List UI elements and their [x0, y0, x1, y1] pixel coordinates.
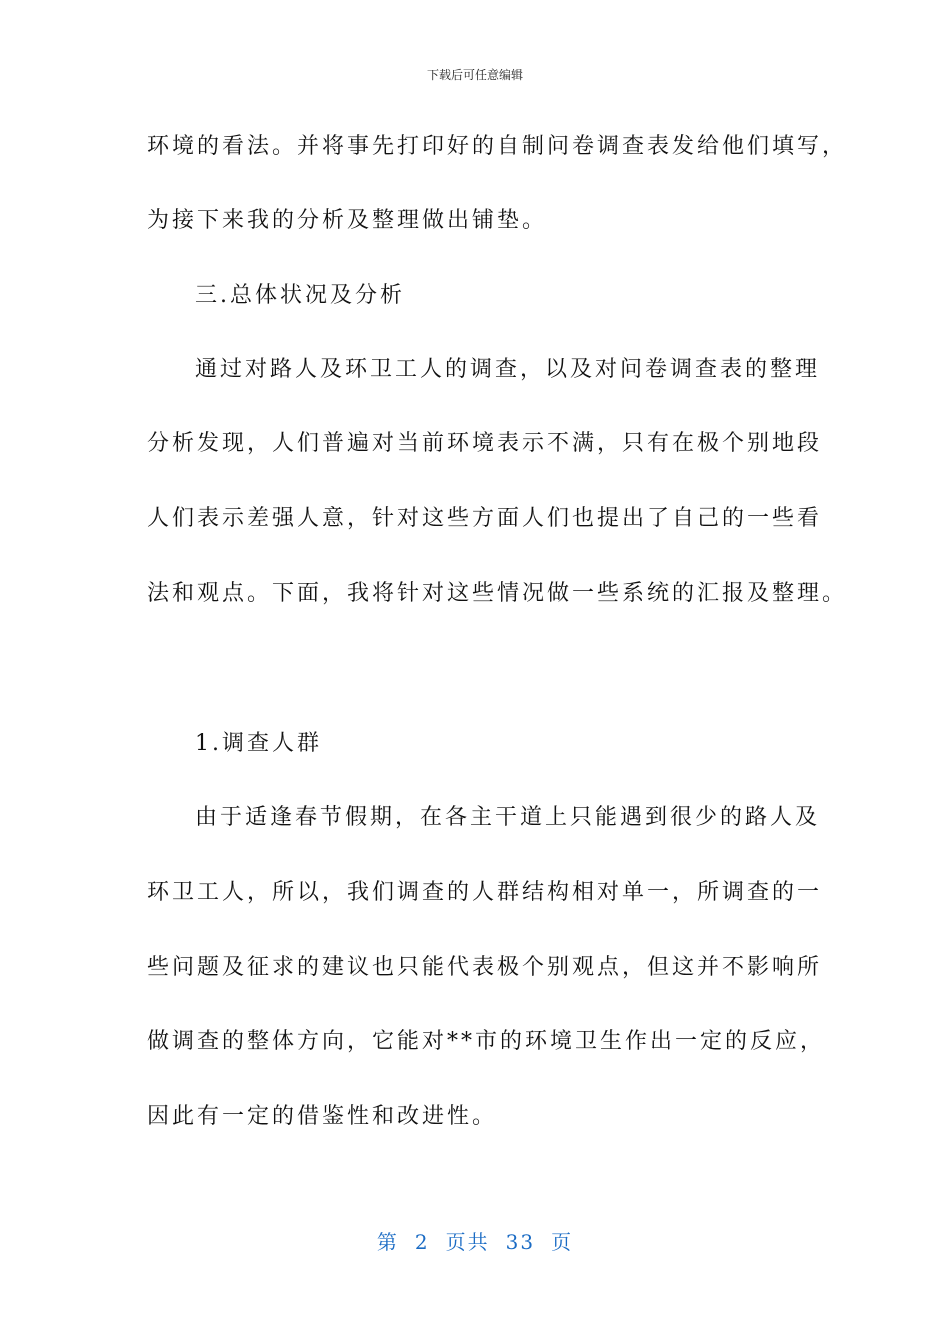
section-heading: 三.总体状况及分析: [195, 283, 405, 308]
body-line: 些问题及征求的建议也只能代表极个别观点，但这并不影响所: [147, 955, 823, 980]
footer-suffix: 页: [551, 1230, 574, 1254]
page-footer: [0, 1226, 950, 1255]
page-header: 下载后可任意编辑: [426, 68, 523, 82]
subsection-heading: 1.调查人群: [195, 731, 322, 756]
body-line: 分析发现，人们普遍对当前环境表示不满，只有在极个别地段: [147, 431, 823, 456]
footer-prefix: 第: [376, 1230, 399, 1254]
current-page-number: 2: [414, 1230, 430, 1254]
body-line: 因此有一定的借鉴性和改进性。: [147, 1104, 498, 1129]
body-line: 为接下来我的分析及整理做出铺垫。: [147, 208, 548, 233]
footer-middle: 页共: [445, 1230, 490, 1254]
body-line: 法和观点。下面，我将针对这些情况做一些系统的汇报及整理。: [147, 581, 848, 606]
body-line: 通过对路人及环卫工人的调查，以及对问卷调查表的整理: [195, 357, 821, 382]
body-line: 做调查的整体方向，它能对**市的环境卫生作出一定的反应，: [147, 1029, 826, 1054]
body-line: 环卫工人，所以，我们调查的人群结构相对单一，所调查的一: [147, 880, 823, 905]
body-line: 由于适逢春节假期，在各主干道上只能遇到很少的路人及: [195, 805, 821, 830]
body-line: 人们表示差强人意，针对这些方面人们也提出了自己的一些看: [147, 506, 823, 531]
body-line: 环境的看法。并将事先打印好的自制问卷调查表发给他们填写，: [147, 134, 848, 159]
total-pages-number: 33: [505, 1230, 536, 1254]
